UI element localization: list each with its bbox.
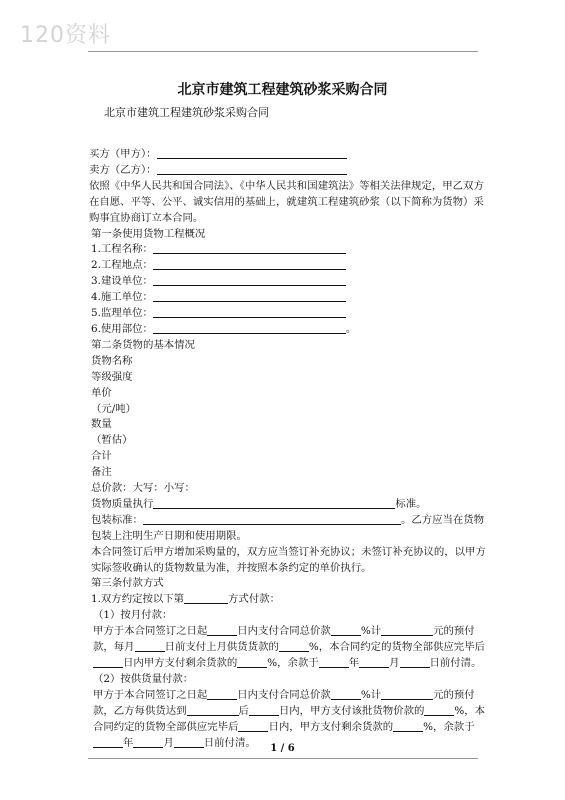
- page-number: 1 / 6: [270, 743, 295, 754]
- goods-field: （暂估）: [91, 434, 133, 447]
- buyer-blank: [157, 147, 347, 159]
- buyer-line: [89, 147, 489, 163]
- intro-paragraph: 依照《中华人民共和国合同法》、《中华人民共和国建筑法》等相关法律规定，甲乙双方在自愿、平等、公平、诚实信用的基础上，就建筑工程建筑砂浆（以下简称为货物）采购事宜协商订立本合同。: [89, 179, 484, 224]
- article1-item: 2.工程地点：: [89, 258, 489, 274]
- blank-line: [153, 497, 395, 509]
- article1-heading: 第一条使用货物工程概况: [91, 227, 206, 240]
- goods-field: 合计: [91, 450, 112, 463]
- goods-field: 数量: [91, 418, 112, 431]
- total-price-line: 总价款：大写：小写：: [91, 482, 195, 495]
- blank-line: [143, 513, 401, 525]
- goods-field: 单价: [91, 386, 112, 399]
- monthly-payment-paragraph: 甲方于本合同签订之日起 日内支付合同总价款 %计 元的预付款，每月 日前支付上月供货货款的 %，本合同约定的货物全部供应完毕后日内甲方支付剩余货款的 %，余款于 年 月 日前付清。: [93, 625, 485, 669]
- blank-line: [153, 274, 346, 286]
- article1-item: 5.监理单位：: [89, 306, 489, 322]
- goods-field: （元/吨）: [91, 402, 137, 415]
- seller-label: 卖方（乙方）：: [89, 163, 157, 176]
- document-title: 北京市建筑工程建筑砂浆采购合同: [177, 82, 388, 98]
- article1-item: 1.工程名称：: [89, 242, 489, 258]
- blank-line: [153, 242, 346, 254]
- blank-line: [153, 290, 346, 302]
- footer-rule: [88, 758, 478, 759]
- payment-option-line: 1.双方约定按以下第 方式付款：: [91, 593, 280, 606]
- watermark-logo: 120资料: [20, 23, 111, 48]
- blank-line: [153, 322, 346, 334]
- article1-item: 6.使用部位： 。: [91, 322, 357, 335]
- goods-field: 等级强度: [91, 370, 133, 383]
- supplement-paragraph: 本合同签订后甲方增加采购量的，双方应当签订补充协议；未签订补充协议的，以甲方实际签收确认的货物数量为准，并按照本条约定的单价执行。: [91, 545, 486, 574]
- contract-body: [89, 147, 489, 751]
- seller-blank: [157, 163, 347, 175]
- seller-line: [89, 163, 489, 179]
- monthly-payment-label: （1）按月付款：: [93, 609, 173, 622]
- document-subtitle: 北京市建筑工程建筑砂浆采购合同: [104, 106, 269, 119]
- quality-line: 货物质量执行 标准。: [91, 497, 427, 510]
- header-rule: [88, 51, 478, 52]
- volume-payment-paragraph: 甲方于本合同签订之日起 日内支付合同总价款 %计 元的预付款，乙方每供货达到 后 日内，甲方支付该批货物价款的 %，本合同约定的货物全部供应完毕后 日内，甲方支付剩余货款的 %，余款于年 月 日前付清。: [93, 688, 486, 749]
- blank-line: [153, 258, 346, 270]
- blank-line: [153, 306, 346, 318]
- article1-item: 3.建设单位：: [89, 274, 489, 290]
- goods-field: 货物名称: [91, 354, 133, 367]
- packaging-paragraph: 包装标准： 。乙方应当在货物包装上注明生产日期和使用期限。: [91, 513, 485, 542]
- blank-line: [184, 592, 228, 604]
- buyer-label: 买方（甲方）：: [89, 148, 157, 160]
- article1-item: 4.施工单位：: [89, 290, 489, 306]
- article3-heading: 第三条付款方式: [91, 577, 164, 590]
- article2-heading: 第二条货物的基本情况: [91, 338, 195, 351]
- volume-payment-label: （2）按供货量付款：: [93, 672, 194, 685]
- goods-field: 备注: [91, 466, 112, 479]
